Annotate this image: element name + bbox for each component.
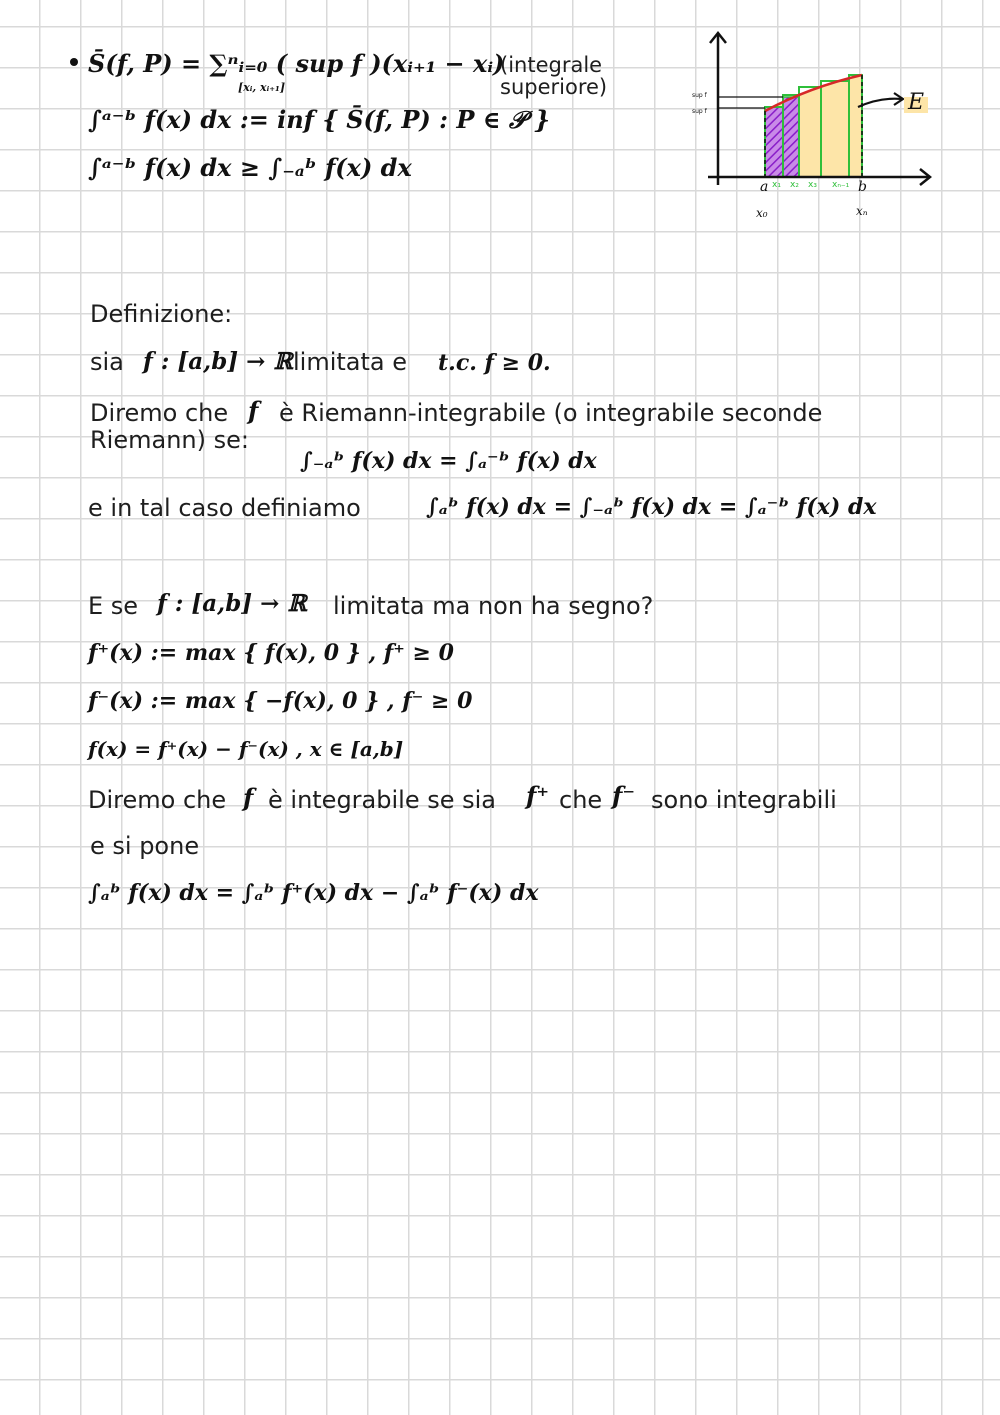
- integrable-line-math1: f: [243, 783, 254, 812]
- final-integral-formula: ∫ₐᵇ f(x) dx = ∫ₐᵇ f⁺(x) dx − ∫ₐᵇ f⁻(x) dx: [88, 880, 539, 906]
- question-text1: E se: [88, 592, 139, 620]
- x1-label: x₁: [772, 180, 781, 190]
- upper-integral-note: (integrale superiore): [500, 53, 608, 100]
- si-pone-text: e si pone: [90, 832, 200, 860]
- question-math: f : [a,b] → ℝ: [157, 590, 307, 617]
- def-line1-text: sia: [90, 348, 124, 376]
- integrable-line-math3: f⁻: [612, 781, 635, 810]
- def-line1-text2: limitata e: [293, 348, 408, 376]
- def-line1-math2: t.c. f ≥ 0.: [438, 350, 551, 376]
- xn-1-label: xₙ₋₁: [832, 180, 850, 190]
- bullet-point: [70, 58, 78, 66]
- sup-label-2: sup f: [692, 108, 707, 115]
- x2-label: x₂: [790, 180, 799, 190]
- upper-sum-graph: [690, 25, 940, 230]
- upper-integral-definition: ∫ᵃ⁻ᵇ f(x) dx := inf { S̄(f, P) : P ∈ 𝒫 }: [88, 105, 550, 134]
- hatched-rect-2: [783, 97, 799, 177]
- integrable-line-text4: sono integrabili: [651, 786, 837, 814]
- def-line3-math: ∫₋ₐᵇ f(x) dx = ∫ₐ⁻ᵇ f(x) dx: [300, 448, 597, 474]
- xn-label: xₙ: [856, 204, 868, 218]
- f-minus-definition: f⁻(x) := max { −f(x), 0 } , f⁻ ≥ 0: [88, 688, 473, 714]
- def-line1-math: f : [a,b] → ℝ: [143, 348, 293, 375]
- f-decomposition: f(x) = f⁺(x) − f⁻(x) , x ∈ [a,b]: [88, 737, 404, 761]
- integrable-line-text3: che: [559, 786, 603, 814]
- x3-label: x₃: [808, 180, 817, 190]
- def-line3-text: Riemann) se:: [90, 426, 249, 454]
- definition-heading: Definizione:: [90, 300, 233, 328]
- def-line4-math: ∫ₐᵇ f(x) dx = ∫₋ₐᵇ f(x) dx = ∫ₐ⁻ᵇ f(x) dx: [426, 494, 877, 520]
- x0-label: x₀: [756, 206, 768, 220]
- integrable-line-text2: è integrabile se sia: [268, 786, 496, 814]
- def-line4-text: e in tal caso definiamo: [88, 494, 361, 522]
- upper-lower-inequality: ∫ᵃ⁻ᵇ f(x) dx ≥ ∫₋ₐᵇ f(x) dx: [88, 153, 412, 182]
- f-plus-definition: f⁺(x) := max { f(x), 0 } , f⁺ ≥ 0: [88, 640, 454, 666]
- a-label: a: [760, 179, 769, 195]
- hatched-rect-1: [765, 107, 783, 177]
- def-line2-text2: è Riemann-integrabile (o integrabile seconde: [279, 399, 823, 427]
- upper-sum-formula: S̄(f, P) = ∑ⁿᵢ₌₀ ( sup f )(xᵢ₊₁ − xᵢ): [88, 49, 505, 78]
- b-label: b: [858, 179, 867, 195]
- integrable-line-text1: Diremo che: [88, 786, 227, 814]
- def-line2-math: f: [248, 396, 259, 425]
- question-text2: limitata ma non ha segno?: [333, 592, 654, 620]
- def-line2-text: Diremo che: [90, 399, 229, 427]
- sup-label-1: sup f: [692, 92, 707, 99]
- integrable-line-math2: f⁺: [526, 781, 549, 810]
- upper-sum-subscript: [xᵢ, xᵢ₊₁]: [238, 81, 286, 94]
- E-label: E: [908, 90, 925, 115]
